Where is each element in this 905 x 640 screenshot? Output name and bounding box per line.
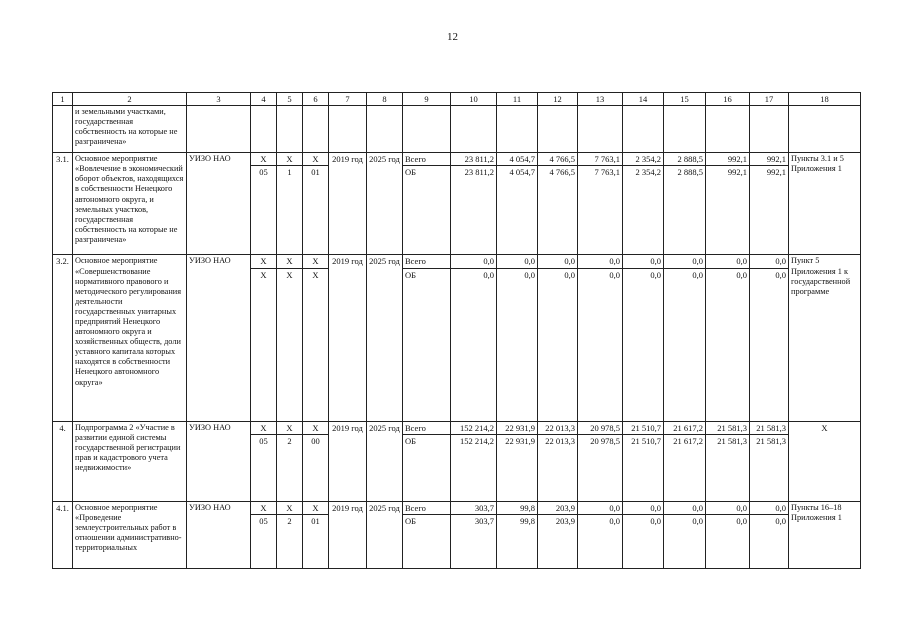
code-cell: 1 bbox=[277, 166, 303, 255]
row-executor: УИЗО НАО bbox=[187, 421, 251, 501]
value-cell: 992,1 bbox=[750, 166, 789, 255]
value-cell: 0,0 bbox=[623, 255, 664, 268]
value-cell: 20 978,5 bbox=[578, 434, 623, 501]
value-cell: 0,0 bbox=[623, 268, 664, 421]
value-cell: 4 766,5 bbox=[538, 166, 578, 255]
value-cell: 0,0 bbox=[578, 255, 623, 268]
code-cell: Х bbox=[277, 255, 303, 268]
value-cell: 0,0 bbox=[538, 255, 578, 268]
header-cell: 7 bbox=[329, 93, 367, 106]
row-start: 2019 год bbox=[329, 501, 367, 568]
funding-source: ОБ bbox=[403, 515, 451, 569]
code-cell: Х bbox=[303, 153, 329, 166]
row-name: Подпрограмма 2 «Участие в развитии единой системы государственной регистрации прав и кадастрового учета недвижимости» bbox=[73, 421, 187, 501]
row-end: 2025 год bbox=[367, 153, 403, 255]
value-cell: 0,0 bbox=[750, 255, 789, 268]
value-cell: 0,0 bbox=[451, 268, 497, 421]
table-row bbox=[53, 501, 861, 514]
funding-source: ОБ bbox=[403, 166, 451, 255]
value-cell: 0,0 bbox=[750, 268, 789, 421]
row-end: 2025 год bbox=[367, 501, 403, 568]
row-start: 2019 год bbox=[329, 255, 367, 421]
header-cell: 1 bbox=[53, 93, 73, 106]
funding-source: ОБ bbox=[403, 268, 451, 421]
funding-source: Всего bbox=[403, 153, 451, 166]
header-cell: 4 bbox=[251, 93, 277, 106]
value-cell: 203,9 bbox=[538, 501, 578, 514]
code-cell: 2 bbox=[277, 434, 303, 501]
value-cell: 99,8 bbox=[497, 515, 538, 569]
row-start: 2019 год bbox=[329, 153, 367, 255]
header-cell: 11 bbox=[497, 93, 538, 106]
code-cell: Х bbox=[277, 268, 303, 421]
value-cell: 0,0 bbox=[706, 515, 750, 569]
code-cell: Х bbox=[251, 501, 277, 514]
value-cell: 303,7 bbox=[451, 515, 497, 569]
value-cell: 0,0 bbox=[497, 255, 538, 268]
value-cell: 0,0 bbox=[578, 501, 623, 514]
row-executor: УИЗО НАО bbox=[187, 501, 251, 568]
header-cell: 17 bbox=[750, 93, 789, 106]
value-cell: 992,1 bbox=[750, 153, 789, 166]
value-cell: 22 931,9 bbox=[497, 434, 538, 501]
row-name: Основное мероприятие «Проведение землеустроительных работ в отношении административно-территориальных bbox=[73, 501, 187, 568]
code-cell: 00 bbox=[303, 434, 329, 501]
header-cell: 2 bbox=[73, 93, 187, 106]
value-cell: 23 811,2 bbox=[451, 153, 497, 166]
value-cell: 21 581,3 bbox=[750, 421, 789, 434]
header-cell: 16 bbox=[706, 93, 750, 106]
value-cell: 152 214,2 bbox=[451, 421, 497, 434]
funding-source: ОБ bbox=[403, 434, 451, 501]
continuation-row bbox=[53, 106, 861, 153]
value-cell: 23 811,2 bbox=[451, 166, 497, 255]
header-cell: 13 bbox=[578, 93, 623, 106]
header-cell: 18 bbox=[789, 93, 861, 106]
row-number: 3.2. bbox=[53, 255, 73, 421]
row-executor: УИЗО НАО bbox=[187, 153, 251, 255]
continuation-name: и земельными участками, государственная собственность на которые не разграничена» bbox=[73, 106, 187, 153]
value-cell: 21 581,3 bbox=[706, 421, 750, 434]
value-cell: 0,0 bbox=[706, 501, 750, 514]
code-cell: Х bbox=[303, 255, 329, 268]
value-cell: 2 888,5 bbox=[664, 166, 706, 255]
value-cell: 2 354,2 bbox=[623, 166, 664, 255]
value-cell: 0,0 bbox=[706, 255, 750, 268]
code-cell: Х bbox=[303, 421, 329, 434]
value-cell: 21 581,3 bbox=[750, 434, 789, 501]
code-cell: Х bbox=[251, 255, 277, 268]
code-cell: Х bbox=[251, 268, 277, 421]
header-cell: 5 bbox=[277, 93, 303, 106]
value-cell: 20 978,5 bbox=[578, 421, 623, 434]
code-cell: Х bbox=[251, 153, 277, 166]
header-cell: 6 bbox=[303, 93, 329, 106]
value-cell: 4 054,7 bbox=[497, 153, 538, 166]
value-cell: 0,0 bbox=[578, 268, 623, 421]
value-cell: 22 013,3 bbox=[538, 434, 578, 501]
value-cell: 0,0 bbox=[623, 515, 664, 569]
program-table bbox=[52, 92, 861, 569]
row-start: 2019 год bbox=[329, 421, 367, 501]
value-cell: 7 763,1 bbox=[578, 153, 623, 166]
row-name: Основное мероприятие «Совершенствование нормативного правового и методического регулирования деятельности государственных унитарных предприятий Ненецкого автономного округа и хозяйственных обществ, доли уставного капитала которых находятся в собственности Ненецкого автономного округа» bbox=[73, 255, 187, 421]
value-cell: 22 931,9 bbox=[497, 421, 538, 434]
code-cell: Х bbox=[303, 501, 329, 514]
code-cell: Х bbox=[277, 501, 303, 514]
code-cell: Х bbox=[277, 153, 303, 166]
code-cell: 05 bbox=[251, 515, 277, 569]
table-row bbox=[53, 255, 861, 268]
value-cell: 0,0 bbox=[664, 268, 706, 421]
value-cell: 0,0 bbox=[750, 501, 789, 514]
code-cell: Х bbox=[277, 421, 303, 434]
value-cell: 4 766,5 bbox=[538, 153, 578, 166]
page-number: 12 bbox=[447, 31, 458, 43]
table-row bbox=[53, 421, 861, 434]
code-cell: 01 bbox=[303, 166, 329, 255]
value-cell: 0,0 bbox=[706, 268, 750, 421]
code-cell: 05 bbox=[251, 166, 277, 255]
value-cell: 992,1 bbox=[706, 153, 750, 166]
header-cell: 10 bbox=[451, 93, 497, 106]
row-name: Основное мероприятие «Вовлечение в экономический оборот объектов, находящихся в собственности Ненецкого автономного округа, и земельных участков, государственная собственность на которые не разграничена» bbox=[73, 153, 187, 255]
value-cell: 21 510,7 bbox=[623, 421, 664, 434]
row-number: 4. bbox=[53, 421, 73, 501]
value-cell: 0,0 bbox=[578, 515, 623, 569]
funding-source: Всего bbox=[403, 501, 451, 514]
row-note: Х bbox=[789, 421, 861, 501]
header-row bbox=[53, 93, 861, 106]
header-cell: 15 bbox=[664, 93, 706, 106]
row-end: 2025 год bbox=[367, 255, 403, 421]
row-number: 4.1. bbox=[53, 501, 73, 568]
value-cell: 152 214,2 bbox=[451, 434, 497, 501]
value-cell: 0,0 bbox=[451, 255, 497, 268]
table-row bbox=[53, 153, 861, 166]
value-cell: 21 617,2 bbox=[664, 421, 706, 434]
code-cell: Х bbox=[303, 268, 329, 421]
value-cell: 0,0 bbox=[664, 255, 706, 268]
value-cell: 0,0 bbox=[497, 268, 538, 421]
value-cell: 7 763,1 bbox=[578, 166, 623, 255]
row-note: Пункт 5 Приложения 1 к государственной программе bbox=[789, 255, 861, 421]
header-cell: 12 bbox=[538, 93, 578, 106]
value-cell: 21 617,2 bbox=[664, 434, 706, 501]
funding-source: Всего bbox=[403, 255, 451, 268]
value-cell: 21 510,7 bbox=[623, 434, 664, 501]
value-cell: 2 354,2 bbox=[623, 153, 664, 166]
value-cell: 0,0 bbox=[538, 268, 578, 421]
value-cell: 303,7 bbox=[451, 501, 497, 514]
value-cell: 99,8 bbox=[497, 501, 538, 514]
code-cell: Х bbox=[251, 421, 277, 434]
value-cell: 0,0 bbox=[750, 515, 789, 569]
funding-source: Всего bbox=[403, 421, 451, 434]
value-cell: 4 054,7 bbox=[497, 166, 538, 255]
row-executor: УИЗО НАО bbox=[187, 255, 251, 421]
value-cell: 21 581,3 bbox=[706, 434, 750, 501]
header-cell: 3 bbox=[187, 93, 251, 106]
value-cell: 0,0 bbox=[664, 515, 706, 569]
value-cell: 2 888,5 bbox=[664, 153, 706, 166]
row-note: Пункты 3.1 и 5 Приложения 1 bbox=[789, 153, 861, 255]
header-cell: 9 bbox=[403, 93, 451, 106]
value-cell: 203,9 bbox=[538, 515, 578, 569]
code-cell: 01 bbox=[303, 515, 329, 569]
value-cell: 22 013,3 bbox=[538, 421, 578, 434]
row-note: Пункты 16–18 Приложения 1 bbox=[789, 501, 861, 568]
code-cell: 05 bbox=[251, 434, 277, 501]
code-cell: 2 bbox=[277, 515, 303, 569]
value-cell: 992,1 bbox=[706, 166, 750, 255]
row-end: 2025 год bbox=[367, 421, 403, 501]
value-cell: 0,0 bbox=[623, 501, 664, 514]
value-cell: 0,0 bbox=[664, 501, 706, 514]
header-cell: 14 bbox=[623, 93, 664, 106]
row-number: 3.1. bbox=[53, 153, 73, 255]
header-cell: 8 bbox=[367, 93, 403, 106]
